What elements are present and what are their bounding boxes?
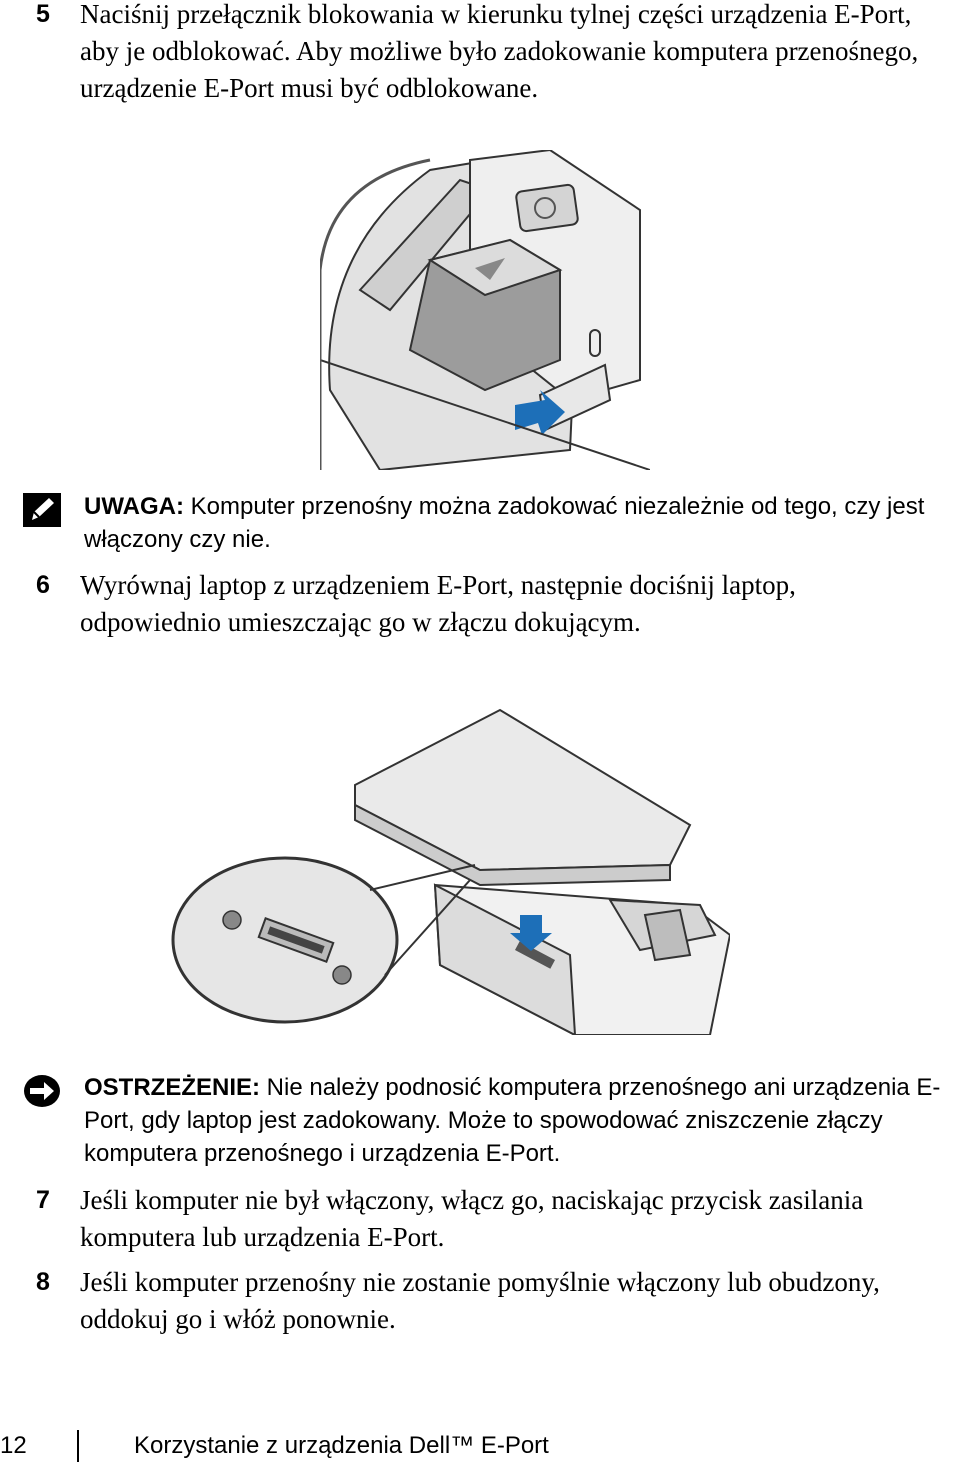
step-number: 7 bbox=[36, 1186, 50, 1214]
note-label: UWAGA: bbox=[84, 493, 184, 520]
footer-title: Korzystanie z urządzenia Dell™ E-Port bbox=[134, 1432, 549, 1459]
laptop-docking-illustration bbox=[170, 705, 730, 1035]
warning-label: OSTRZEŻENIE: bbox=[84, 1074, 261, 1101]
step-number: 6 bbox=[36, 571, 50, 599]
warning-body: Nie należy podnosić komputera przenośnego ani urządzenia E-Port, gdy laptop jest zadokowany. Może to spowodować zniszczenie złączy komputera przenośnego i urządzenia E-Port. bbox=[84, 1074, 941, 1167]
page-footer bbox=[0, 1428, 960, 1464]
step-number: 8 bbox=[36, 1268, 50, 1296]
warning-text bbox=[84, 1071, 944, 1170]
pencil-note-icon bbox=[22, 492, 62, 528]
eport-unlock-illustration bbox=[320, 150, 650, 470]
step-text: Wyrównaj laptop z urządzeniem E-Port, następnie dociśnij laptop, odpowiednio umieszczając go w złączu dokującym. bbox=[80, 570, 796, 637]
step-text: Naciśnij przełącznik blokowania w kierunku tylnej części urządzenia E-Port, aby je odblokować. Aby możliwe było zadokowanie komputera przenośnego, urządzenie E-Port musi być odblokowane. bbox=[80, 0, 919, 103]
footer-divider bbox=[77, 1430, 79, 1462]
page-number: 12 bbox=[0, 1432, 27, 1459]
note-body: Komputer przenośny można zadokować niezależnie od tego, czy jest włączony czy nie. bbox=[84, 493, 925, 553]
step-text: Jeśli komputer nie był włączony, włącz go, naciskając przycisk zasilania komputera lub urządzenia E-Port. bbox=[80, 1185, 864, 1252]
note-text bbox=[84, 490, 944, 556]
step-text: Jeśli komputer przenośny nie zostanie pomyślnie włączony lub obudzony, oddokuj go i włóż ponownie. bbox=[80, 1267, 880, 1334]
step-number: 5 bbox=[36, 0, 50, 28]
warning-arrow-icon bbox=[22, 1073, 62, 1109]
